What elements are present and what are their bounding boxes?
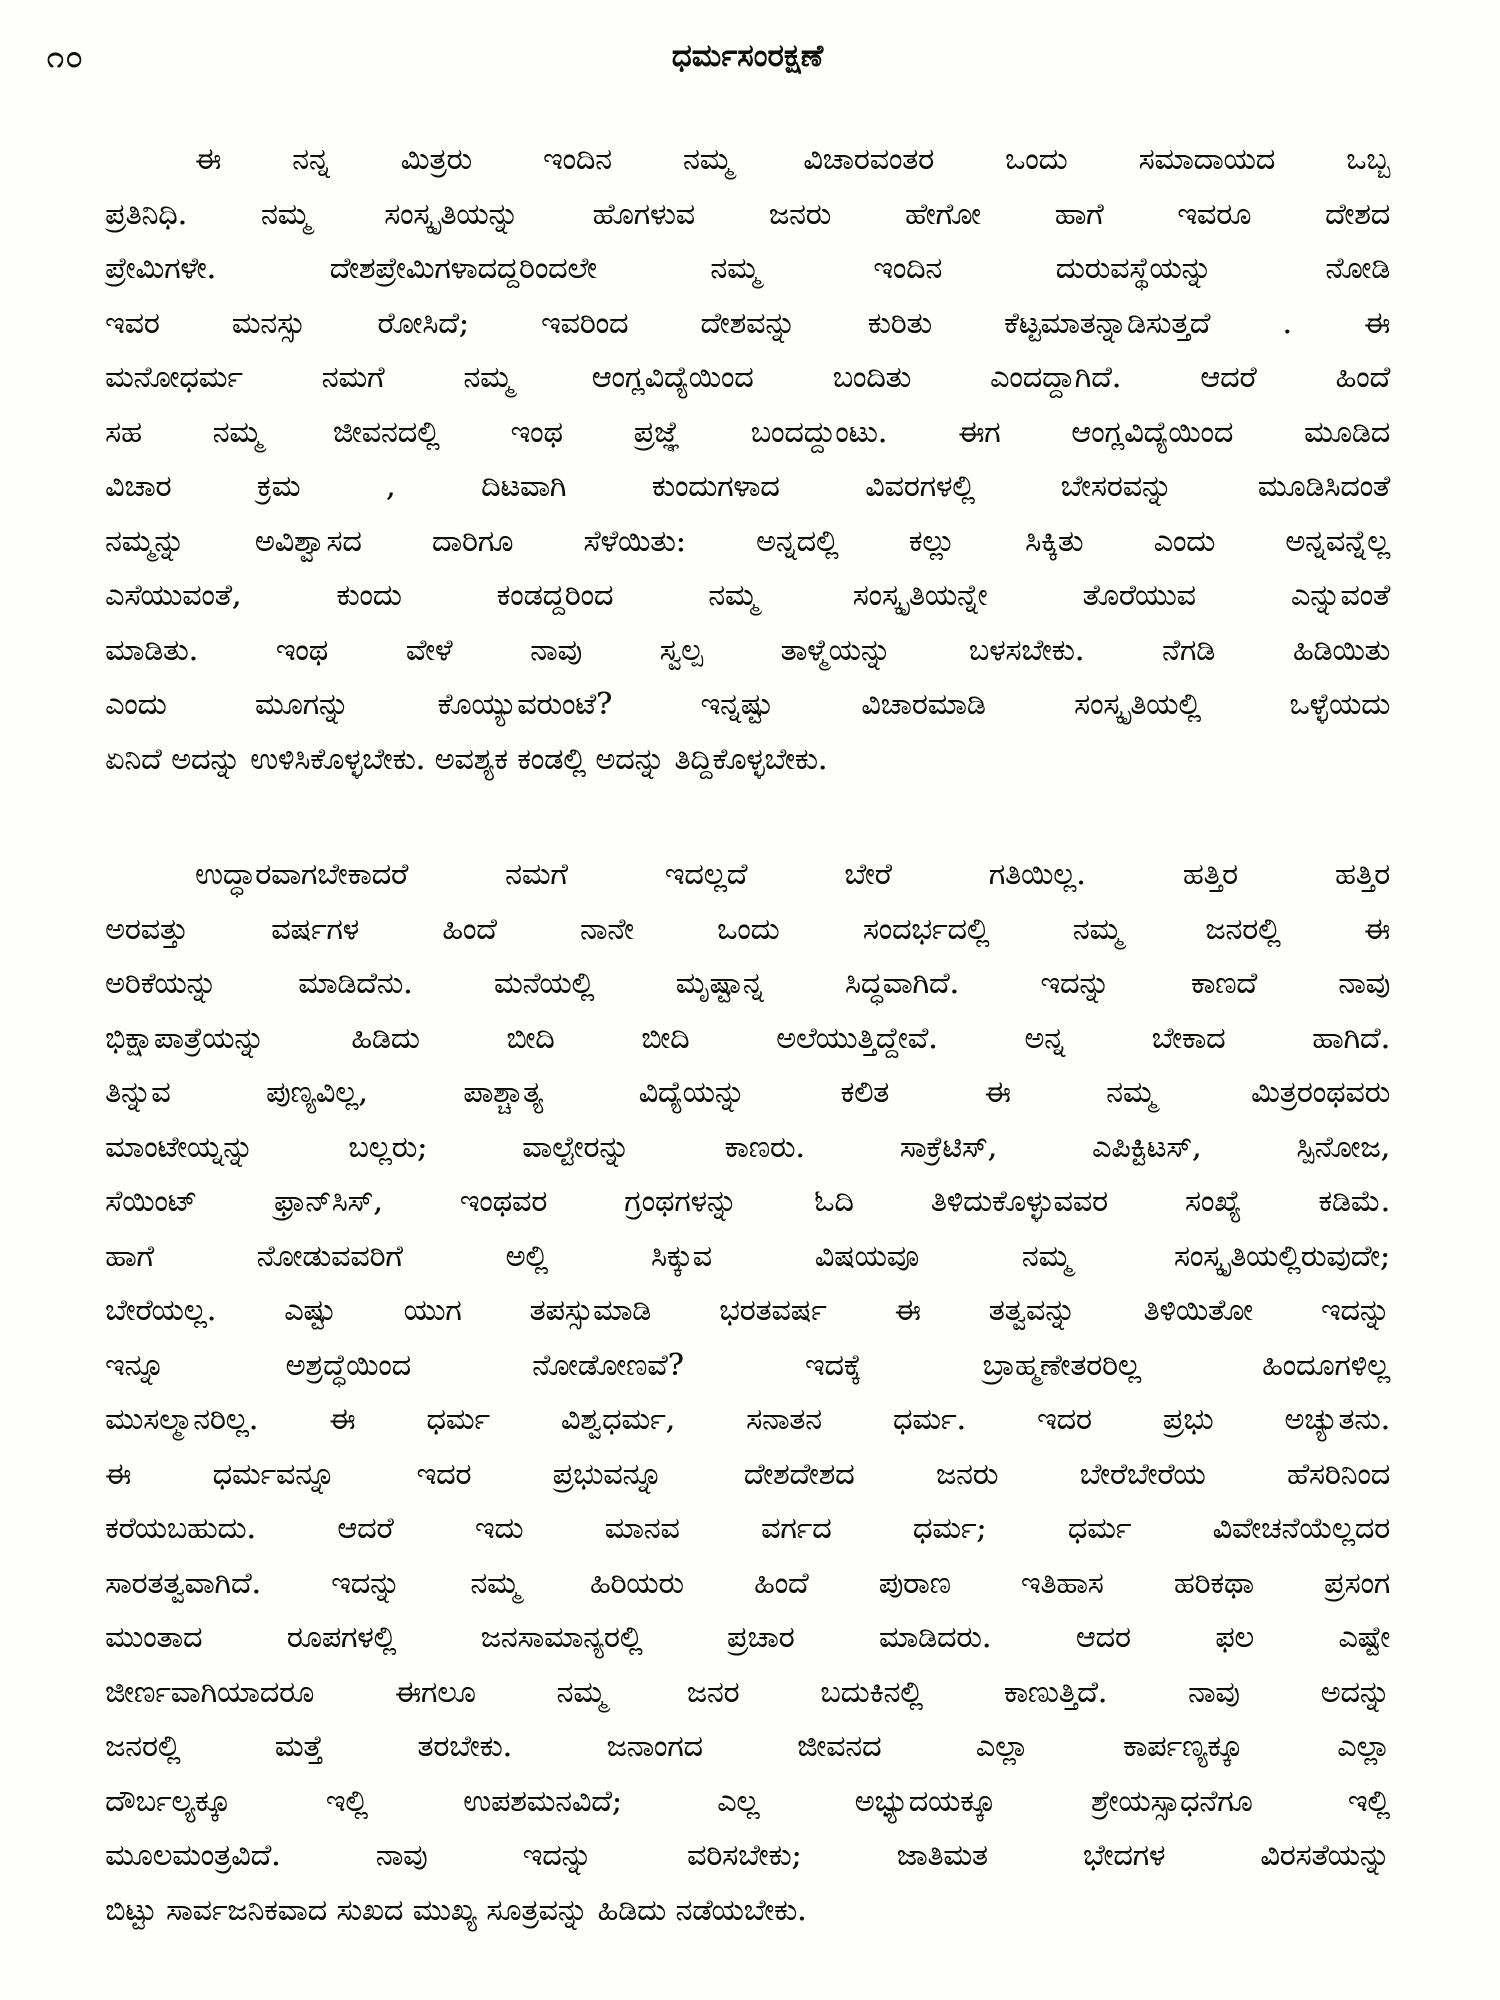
text-line: ತಿನ್ನುವ ಪುಣ್ಯವಿಲ್ಲ, ಪಾಶ್ಚಾತ್ಯ ವಿದ್ಯೆಯನ್ನು ಕಲಿತ ಈ ನಮ್ಮ ಮಿತ್ರರಂಥವರು — [105, 1075, 1390, 1110]
text-line: ಬಿಟ್ಟು ಸಾರ್ವಜನಿಕವಾದ ಸುಖದ ಮುಖ್ಯ ಸೂತ್ರವನ್ನು ಹಿಡಿದು ನಡೆಯಬೇಕು. — [105, 1892, 807, 1928]
text-line: ಮೂಲಮಂತ್ರವಿದೆ. ನಾವು ಇದನ್ನು ವರಿಸಬೇಕು; ಜಾತಿಮತ ಭೇದಗಳ ವಿರಸತೆಯನ್ನು — [105, 1838, 1390, 1873]
text-line: ನಮ್ಮನ್ನು ಅವಿಶ್ವಾಸದ ದಾರಿಗೂ ಸೆಳೆಯಿತು: ಅನ್ನದಲ್ಲಿ ಕಲ್ಲು ಸಿಕ್ಕಿತು ಎಂದು ಅನ್ನವನ್ನೆಲ್ಲ — [105, 523, 1390, 559]
paragraph — [105, 848, 1390, 1938]
text-line: ಸಹ ನಮ್ಮ ಜೀವನದಲ್ಲಿ ಇಂಥ ಪ್ರಜ್ಞೆ ಬಂದದ್ದುಂಟು. ಈಗ ಆಂಗ್ಲವಿದ್ಯೆಯಿಂದ ಮೂಡಿದ — [105, 414, 1390, 450]
page-header — [47, 38, 1390, 82]
text-line: ಮುಸಲ್ಮಾನರಿಲ್ಲ. ಈ ಧರ್ಮ ವಿಶ್ವಧರ್ಮ, ಸನಾತನ ಧರ್ಮ. ಇದರ ಪ್ರಭು ಅಚ್ಯುತನು. — [105, 1402, 1390, 1437]
text-line: ಮುಂತಾದ ರೂಪಗಳಲ್ಲಿ ಜನಸಾಮಾನ್ಯರಲ್ಲಿ ಪ್ರಚಾರ ಮಾಡಿದರು. ಆದರ ಫಲ ಎಷ್ಟೇ — [105, 1620, 1390, 1655]
text-line: ಇವರ ಮನಸ್ಸು ರೋಸಿದೆ; ಇವರಿಂದ ದೇಶವನ್ನು ಕುರಿತು ಕೆಟ್ಟಮಾತನ್ನಾಡಿಸುತ್ತದೆ . ಈ — [105, 305, 1390, 341]
text-line: ಅರಿಕೆಯನ್ನು ಮಾಡಿದೆನು. ಮನೆಯಲ್ಲಿ ಮೃಷ್ಟಾನ್ನ ಸಿದ್ಧವಾಗಿದೆ. ಇದನ್ನು ಕಾಣದೆ ನಾವು — [105, 966, 1390, 1001]
text-line: ಬೇರೆಯಲ್ಲ. ಎಷ್ಟು ಯುಗ ತಪಸ್ಸುಮಾಡಿ ಭರತವರ್ಷ ಈ ತತ್ವವನ್ನು ತಿಳಿಯಿತೋ ಇದನ್ನು — [105, 1293, 1390, 1328]
text-line: ಪ್ರತಿನಿಧಿ. ನಮ್ಮ ಸಂಸ್ಕೃತಿಯನ್ನು ಹೊಗಳುವ ಜನರು ಹೇಗೋ ಹಾಗೆ ಇವರೂ ದೇಶದ — [105, 196, 1390, 232]
text-line: ಅರವತ್ತು ವರ್ಷಗಳ ಹಿಂದೆ ನಾನೇ ಒಂದು ಸಂದರ್ಭದಲ್ಲಿ ನಮ್ಮ ಜನರಲ್ಲಿ ಈ — [105, 911, 1390, 947]
text-line: ಈ ನನ್ನ ಮಿತ್ರರು ಇಂದಿನ ನಮ್ಮ ವಿಚಾರವಂತರ ಒಂದು ಸಮಾದಾಯದ ಒಬ್ಬ — [195, 142, 1390, 177]
text-line: ಸಾರತತ್ವವಾಗಿದೆ. ಇದನ್ನು ನಮ್ಮ ಹಿರಿಯರು ಹಿಂದೆ ಪುರಾಣ ಇತಿಹಾಸ ಹರಿಕಥಾ ಪ್ರಸಂಗ — [105, 1565, 1390, 1601]
text-line: ಎಂದು ಮೂಗನ್ನು ಕೊಯ್ಯುವರುಂಟೆ? ಇನ್ನಷ್ಟು ವಿಚಾರಮಾಡಿ ಸಂಸ್ಕೃತಿಯಲ್ಲಿ ಒಳ್ಳೆಯದು — [105, 687, 1390, 722]
page-title: ಧರ್ಮಸಂರಕ್ಷಣೆ — [671, 38, 824, 74]
text-line: ಇನ್ನೂ ಅಶ್ರದ್ಧೆಯಿಂದ ನೋಡೋಣವೆ? ಇದಕ್ಕೆ ಬ್ರಾಹ್ಮಣೇತರರಿಲ್ಲ ಹಿಂದೂಗಳಿಲ್ಲ — [105, 1347, 1390, 1383]
page-body — [105, 133, 1390, 1938]
text-line: ಏನಿದೆ ಅದನ್ನು ಉಳಿಸಿಕೊಳ್ಳಬೇಕು. ಅವಶ್ಯಕ ಕಂಡಲ್ಲಿ ಅದನ್ನು ತಿದ್ದಿಕೊಳ್ಳಬೇಕು. — [105, 741, 828, 777]
text-line: ಉದ್ಧಾರವಾಗಬೇಕಾದರೆ ನಮಗೆ ಇದಲ್ಲದೆ ಬೇರೆ ಗತಿಯಿಲ್ಲ. ಹತ್ತಿರ ಹತ್ತಿರ — [195, 857, 1390, 892]
text-line: ವಿಚಾರ ಕ್ರಮ , ದಿಟವಾಗಿ ಕುಂದುಗಳಾದ ವಿವರಗಳಲ್ಲಿ ಬೇಸರವನ್ನು ಮೂಡಿಸಿದಂತೆ — [105, 469, 1390, 504]
text-line: ಈ ಧರ್ಮವನ್ನೂ ಇದರ ಪ್ರಭುವನ್ನೂ ದೇಶದೇಶದ ಜನರು ಬೇರೆಬೇರೆಯ ಹೆಸರಿನಿಂದ — [105, 1456, 1390, 1492]
page-number: ೧೦ — [47, 40, 85, 75]
text-line: ಮಾಡಿತು. ಇಂಥ ವೇಳೆ ನಾವು ಸ್ವಲ್ಪ ತಾಳ್ಮೆಯನ್ನು ಬಳಸಬೇಕು. ನೆಗಡಿ ಹಿಡಿಯಿತು — [105, 632, 1390, 668]
text-line: ಮನೋಧರ್ಮ ನಮಗೆ ನಮ್ಮ ಆಂಗ್ಲವಿದ್ಯೆಯಿಂದ ಬಂದಿತು ಎಂದದ್ದಾಗಿದೆ. ಆದರೆ ಹಿಂದೆ — [105, 360, 1390, 395]
text-line: ಎಸೆಯುವಂತೆ, ಕುಂದು ಕಂಡದ್ದರಿಂದ ನಮ್ಮ ಸಂಸ್ಕೃತಿಯನ್ನೇ ತೊರೆಯುವ ಎನ್ನುವಂತೆ — [105, 578, 1390, 613]
text-line: ಜೀರ್ಣವಾಗಿಯಾದರೂ ಈಗಲೂ ನಮ್ಮ ಜನರ ಬದುಕಿನಲ್ಲಿ ಕಾಣುತ್ತಿದೆ. ನಾವು ಅದನ್ನು — [105, 1674, 1390, 1710]
text-line: ಮಾಂಟೇಯ್ನನ್ನು ಬಲ್ಲರು; ವಾಲ್ಟೇರನ್ನು ಕಾಣರು. ಸಾಕ್ರೆಟಿಸ್, ಎಪಿಕ್ಟಿಟಸ್, ಸ್ಪಿನೋಜ, — [105, 1129, 1390, 1165]
text-line: ಸೆಯಿಂಟ್ ಫ್ರಾನ್‌ಸಿಸ್, ಇಂಥವರ ಗ್ರಂಥಗಳನ್ನು ಓದಿ ತಿಳಿದುಕೊಳ್ಳುವವರ ಸಂಖ್ಯೆ ಕಡಿಮೆ. — [105, 1184, 1390, 1219]
text-line: ಭಿಕ್ಷಾಪಾತ್ರೆಯನ್ನು ಹಿಡಿದು ಬೀದಿ ಬೀದಿ ಅಲೆಯುತ್ತಿದ್ದೇವೆ. ಅನ್ನ ಬೇಕಾದ ಹಾಗಿದೆ. — [105, 1020, 1390, 1056]
text-line: ಹಾಗೆ ನೋಡುವವರಿಗೆ ಅಲ್ಲಿ ಸಿಕ್ಕುವ ವಿಷಯವೂ ನಮ್ಮ ಸಂಸ್ಕೃತಿಯಲ್ಲಿರುವುದೇ; — [105, 1238, 1390, 1274]
text-line: ಕರೆಯಬಹುದು. ಆದರೆ ಇದು ಮಾನವ ವರ್ಗದ ಧರ್ಮ; ಧರ್ಮ ವಿವೇಚನೆಯೆಲ್ಲದರ — [105, 1511, 1390, 1546]
text-line: ಪ್ರೇಮಿಗಳೇ. ದೇಶಪ್ರೇಮಿಗಳಾದದ್ದರಿಂದಲೇ ನಮ್ಮ ಇಂದಿನ ದುರುವಸ್ಥೆಯನ್ನು ನೋಡಿ — [105, 251, 1390, 286]
paragraph — [105, 133, 1390, 787]
text-line: ಜನರಲ್ಲಿ ಮತ್ತೆ ತರಬೇಕು. ಜನಾಂಗದ ಜೀವನದ ಎಲ್ಲಾ ಕಾರ್ಪಣ್ಯಕ್ಕೂ ಎಲ್ಲಾ — [105, 1729, 1390, 1764]
text-line: ದೌರ್ಬಲ್ಯಕ್ಕೂ ಇಲ್ಲಿ ಉಪಶಮನವಿದೆ; ಎಲ್ಲ ಅಭ್ಯುದಯಕ್ಕೂ ಶ್ರೇಯಸ್ಸಾಧನೆಗೂ ಇಲ್ಲಿ — [105, 1783, 1390, 1819]
